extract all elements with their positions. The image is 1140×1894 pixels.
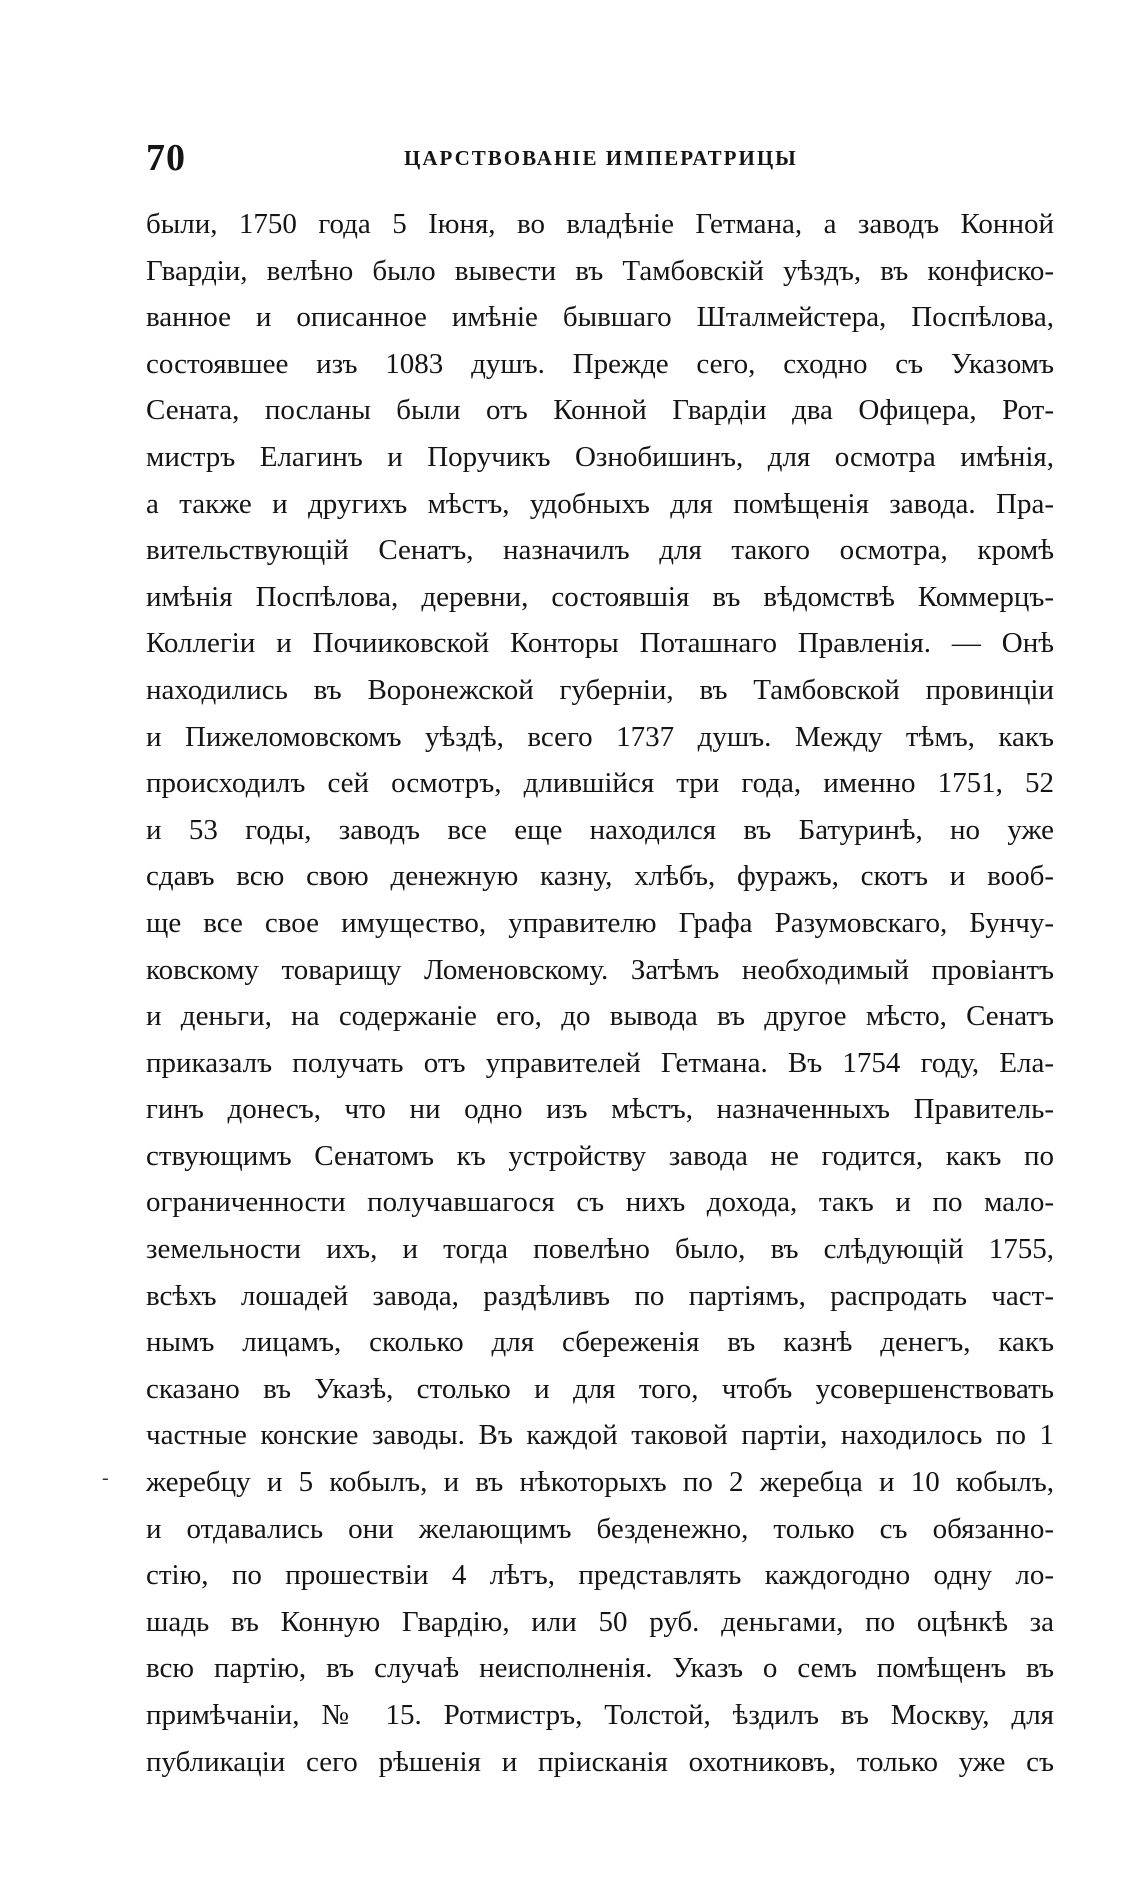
margin-mark: - [102,1467,109,1489]
text-line: гинъ донесъ, что ни одно изъ мѣстъ, назначенныхъ Правитель- [146,1093,1054,1126]
text-line: и 53 годы, заводъ все еще находился въ Батуринѣ, но уже [146,813,1054,846]
text-line: ванное и описанное имѣніе бывшаго Шталмейстера, Поспѣлова, [146,301,1054,334]
text-line: ковскому товарищу Ломеновскому. Затѣмъ необходимый провіантъ [146,953,1054,986]
page-number: 70 [146,137,186,179]
text-line: находились въ Воронежской губерніи, въ Тамбовской провинціи [146,673,1054,706]
text-line: Коллегіи и Почииковской Конторы Поташнаго Правленія. — Онѣ [146,627,1054,660]
text-line: сказано въ Указѣ, столько и для того, чтобъ усовершенствовать [146,1372,1054,1405]
text-line: происходилъ сей осмотръ, длившійся три года, именно 1751, 52 [146,767,1054,800]
text-line: сдавъ всю свою денежную казну, хлѣбъ, фуражъ, скотъ и вооб- [146,860,1054,893]
text-line: ограниченности получавшагося съ нихъ дохода, такъ и по мало- [146,1186,1054,1219]
text-line: и Пижеломовскомъ уѣздѣ, всего 1737 душъ. Между тѣмъ, какъ [146,720,1054,753]
text-line: шадь въ Конную Гвардію, или 50 руб. деньгами, по оцѣнкѣ за [146,1605,1054,1638]
text-line: Гвардіи, велѣно было вывести въ Тамбовскій уѣздъ, въ конфиско- [146,254,1054,287]
running-head: ЦАРСТВОВАНІЕ ИМПЕРАТРИЦЫ [404,146,798,170]
text-line: примѣчаніи, № 15. Ротмистръ, Толстой, ѣздилъ въ Москву, для [146,1699,1054,1731]
page-header [146,133,1054,183]
text-line: частные конские заводы. Въ каждой таковой партіи, находилось по 1 [146,1419,1054,1452]
text-line: ще все свое имущество, управителю Графа Разумовскаго, Бунчу- [146,906,1054,939]
text-line: земельности ихъ, и тогда повелѣно было, въ слѣдующій 1755, [146,1233,1054,1266]
text-line: вительствующій Сенатъ, назначилъ для такого осмотра, кромѣ [146,534,1054,567]
text-line: публикаціи сего рѣшенія и пріисканія охотниковъ, только уже съ [146,1745,1054,1778]
text-line: жеребцу и 5 кобылъ, и въ нѣкоторыхъ по 2 жеребца и 10 кобылъ, [146,1466,1054,1499]
text-line: ствующимъ Сенатомъ къ устройству завода не годится, какъ по [146,1139,1054,1172]
text-line: приказалъ получать отъ управителей Гетмана. Въ 1754 году, Ела- [146,1046,1054,1079]
text-line: Сената, посланы были отъ Конной Гвардіи два Офицера, Рот- [146,394,1054,427]
body-text [146,201,1054,1785]
text-line: и деньги, на содержаніе его, до вывода въ другое мѣсто, Сенатъ [146,1000,1054,1033]
text-line: нымъ лицамъ, сколько для сбереженія въ казнѣ денегъ, какъ [146,1326,1054,1359]
text-line: мистръ Елагинъ и Поручикъ Ознобишинъ, для осмотра имѣнія, [146,440,1054,473]
text-line: имѣнія Поспѣлова, деревни, состоявшія въ вѣдомствѣ Коммерцъ- [146,580,1054,613]
text-line: всѣхъ лошадей завода, раздѣливъ по партіямъ, распродать част- [146,1279,1054,1312]
text-line: состоявшее изъ 1083 душъ. Прежде сего, сходно съ Указомъ [146,347,1054,380]
text-line: и отдавались они желающимъ безденежно, только съ обязанно- [146,1512,1054,1545]
text-line: были, 1750 года 5 Іюня, во владѣніе Гетмана, а заводъ Конной [146,208,1054,240]
text-line: всю партію, въ случаѣ неисполненія. Указъ о семъ помѣщенъ въ [146,1652,1054,1685]
text-line: стію, по прошествіи 4 лѣтъ, представлять каждогодно одну ло- [146,1559,1054,1592]
text-line: а также и другихъ мѣстъ, удобныхъ для помѣщенія завода. Пра- [146,487,1054,520]
